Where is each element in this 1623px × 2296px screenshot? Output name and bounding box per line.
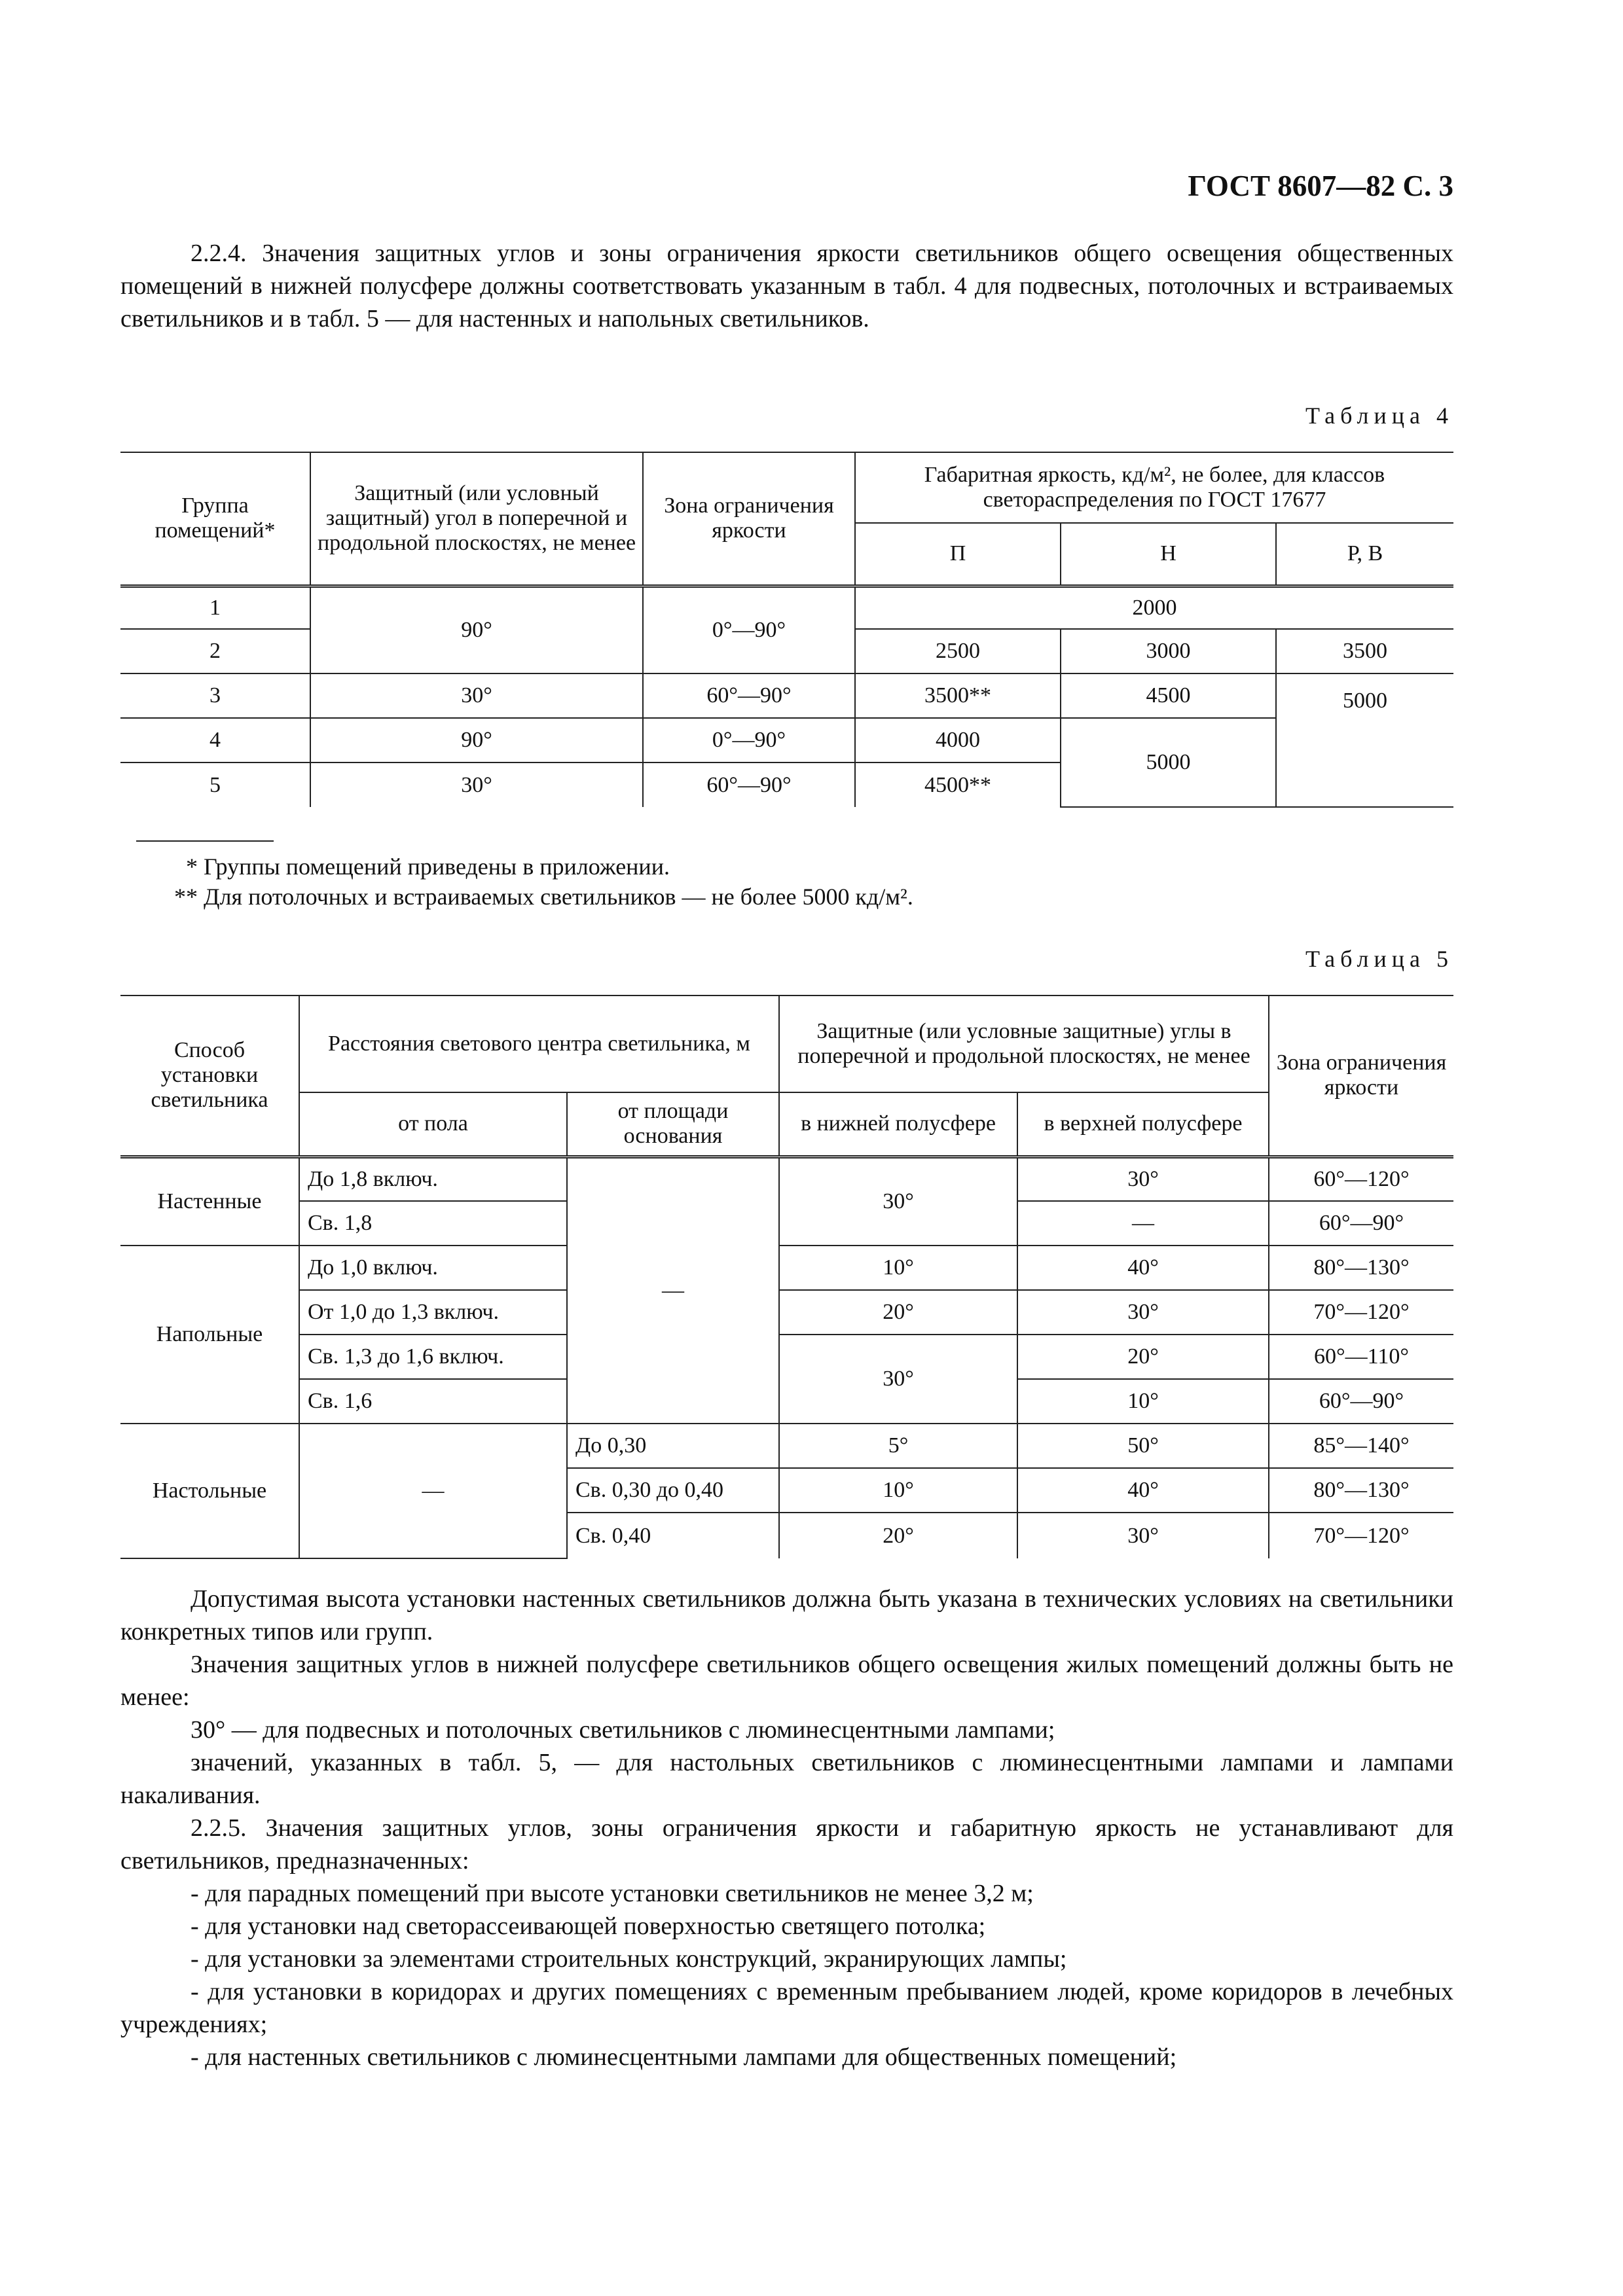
table-row: [120, 1290, 1453, 1335]
footnote-rule: [136, 840, 274, 842]
t5-head-floor: от пола: [299, 1092, 567, 1157]
t4-head-p: П: [855, 523, 1061, 586]
footnote-1: * Группы помещений приведены в приложении.: [186, 853, 670, 880]
t4-cell: 3: [120, 673, 310, 718]
t5-cell: 50°: [1017, 1424, 1269, 1468]
t5-cell: 60°—110°: [1269, 1335, 1453, 1379]
t5-cell: До 1,0 включ.: [299, 1246, 567, 1290]
t5-cell: Св. 1,3 до 1,6 включ.: [299, 1335, 567, 1379]
table4-label: Таблица 4: [1305, 403, 1453, 429]
t5-cell: 40°: [1017, 1468, 1269, 1513]
table-row: [120, 1335, 1453, 1379]
t5-cell: 30°: [1017, 1513, 1269, 1558]
list-item: - для установки в коридорах и других помещениях с временным пребыванием людей, кроме коридоров в лечебных учреждениях;: [120, 1978, 1453, 2038]
t4-cell: 0°—90°: [643, 586, 855, 673]
table-5: [120, 995, 1453, 1559]
t4-cell: 4500**: [855, 762, 1061, 807]
paragraph: Допустимая высота установки настенных светильников должна быть указана в технических условиях на светильники конкретных типов или групп.: [120, 1585, 1453, 1645]
t5-cell: 10°: [779, 1468, 1017, 1513]
t5-cell: 10°: [779, 1246, 1017, 1290]
t5-cell: 60°—120°: [1269, 1157, 1453, 1201]
paragraph-2-2-4: 2.2.4. Значения защитных углов и зоны ограничения яркости светильников общего освещения общественных помещений в нижней полусфере должны соответствовать указанным в табл. 4 для подвесных, потолочных и встраиваемых светильников и в табл. 5 — для настенных и напольных светильников.: [120, 240, 1453, 332]
t5-head-method: Способ установки светильника: [120, 996, 299, 1157]
paragraph: Значения защитных углов в нижней полусфере светильников общего освещения жилых помещений должны быть не менее:: [120, 1651, 1453, 1711]
t5-cell: От 1,0 до 1,3 включ.: [299, 1290, 567, 1335]
t5-cell: 20°: [779, 1290, 1017, 1335]
t4-cell: 4500: [1061, 673, 1276, 718]
t4-cell: 3500**: [855, 673, 1061, 718]
t4-head-group: Группа помещений*: [120, 452, 310, 586]
table-row: [120, 673, 1453, 718]
t5-cell: 30°: [1017, 1157, 1269, 1201]
list-item: - для настенных светильников с люминесцентными лампами для общественных помещений;: [191, 2043, 1177, 2071]
t5-head-distance: Расстояния светового центра светильника, м: [299, 996, 779, 1092]
paragraph-2-2-5: 2.2.5. Значения защитных углов, зоны ограничения яркости и габаритную яркость не устанавливают для светильников, предназначенных:: [120, 1814, 1453, 1874]
t5-cell: 30°: [779, 1335, 1017, 1424]
t5-cell: 30°: [779, 1157, 1017, 1246]
t5-cell: Св. 0,40: [567, 1513, 779, 1558]
t5-cell: —: [567, 1157, 779, 1424]
t4-cell: 30°: [310, 673, 643, 718]
t5-cell: 60°—90°: [1269, 1201, 1453, 1246]
t5-cell: 20°: [779, 1513, 1017, 1558]
list-item: - для установки за элементами строительных конструкций, экранирующих лампы;: [191, 1945, 1067, 1973]
table5-label: Таблица 5: [1305, 946, 1453, 972]
t4-cell: 0°—90°: [643, 718, 855, 762]
t5-cell: 40°: [1017, 1246, 1269, 1290]
t5-cell: Св. 1,6: [299, 1379, 567, 1424]
t5-head-zone: Зона ограничения яркости: [1269, 996, 1453, 1157]
t5-cell: До 0,30: [567, 1424, 779, 1468]
paragraph: 30° — для подвесных и потолочных светильников с люминесцентными лампами;: [191, 1716, 1055, 1744]
t4-head-angle: Защитный (или условный защитный) угол в поперечной и продольной плоскостях, не менее: [310, 452, 643, 586]
t5-cell: Св. 1,8: [299, 1201, 567, 1246]
t5-cell: 60°—90°: [1269, 1379, 1453, 1424]
t5-cell: 20°: [1017, 1335, 1269, 1379]
t5-cell: 30°: [1017, 1290, 1269, 1335]
t5-cell: 10°: [1017, 1379, 1269, 1424]
t4-cell: 2500: [855, 629, 1061, 673]
t4-cell: 90°: [310, 586, 643, 673]
footnote-2: ** Для потолочных и встраиваемых светильников — не более 5000 кд/м².: [174, 884, 913, 910]
t5-head-lower: в нижней полусфере: [779, 1092, 1017, 1157]
t4-head-brightness: Габаритная яркость, кд/м², не более, для классов светораспределения по ГОСТ 17677: [855, 452, 1453, 523]
table-row: [120, 1157, 1453, 1201]
t4-cell: 3500: [1276, 629, 1453, 673]
t4-cell: 5000: [1276, 673, 1453, 807]
t5-cell: —: [1017, 1201, 1269, 1246]
t5-cell: До 1,8 включ.: [299, 1157, 567, 1201]
t5-cell: 70°—120°: [1269, 1513, 1453, 1558]
t4-cell: 30°: [310, 762, 643, 807]
t4-cell: 4: [120, 718, 310, 762]
t5-cell: Св. 0,30 до 0,40: [567, 1468, 779, 1513]
t4-cell: 4000: [855, 718, 1061, 762]
t4-cell: 90°: [310, 718, 643, 762]
t4-head-n: Н: [1061, 523, 1276, 586]
t5-cell: —: [299, 1424, 567, 1558]
t4-head-rv: Р, В: [1276, 523, 1453, 586]
t4-cell: 3000: [1061, 629, 1276, 673]
t4-cell: 5000: [1061, 718, 1276, 807]
t4-cell: 5: [120, 762, 310, 807]
t5-cell: 5°: [779, 1424, 1017, 1468]
t5-head-angles: Защитные (или условные защитные) углы в поперечной и продольной плоскостях, не менее: [779, 996, 1269, 1092]
t4-cell: 1: [120, 586, 310, 629]
t5-cell: Напольные: [120, 1246, 299, 1424]
t5-cell: 80°—130°: [1269, 1246, 1453, 1290]
table-4: [120, 452, 1453, 808]
t5-cell: Настенные: [120, 1157, 299, 1246]
list-item: - для парадных помещений при высоте установки светильников не менее 3,2 м;: [191, 1880, 1034, 1907]
t5-head-upper: в верхней полусфере: [1017, 1092, 1269, 1157]
t5-cell: Настольные: [120, 1424, 299, 1558]
table-row: [120, 1246, 1453, 1290]
t4-cell: 2: [120, 629, 310, 673]
table-row: [120, 1424, 1453, 1468]
table-row: [120, 586, 1453, 629]
t5-cell: 80°—130°: [1269, 1468, 1453, 1513]
list-item: - для установки над светорассеивающей поверхностью светящего потолка;: [191, 1912, 986, 1940]
page-header: ГОСТ 8607—82 С. 3: [1188, 170, 1453, 202]
t4-cell: 60°—90°: [643, 673, 855, 718]
t4-cell: 2000: [855, 586, 1453, 629]
body-text: [120, 1583, 1453, 2073]
t4-head-zone: Зона ограничения яркости: [643, 452, 855, 586]
paragraph: значений, указанных в табл. 5, — для настольных светильников с люминесцентными лампами и лампами накаливания.: [120, 1749, 1453, 1809]
t5-head-base: от площади основания: [567, 1092, 779, 1157]
t4-cell: 60°—90°: [643, 762, 855, 807]
table-row: [120, 718, 1453, 762]
t5-cell: 85°—140°: [1269, 1424, 1453, 1468]
t5-cell: 70°—120°: [1269, 1290, 1453, 1335]
